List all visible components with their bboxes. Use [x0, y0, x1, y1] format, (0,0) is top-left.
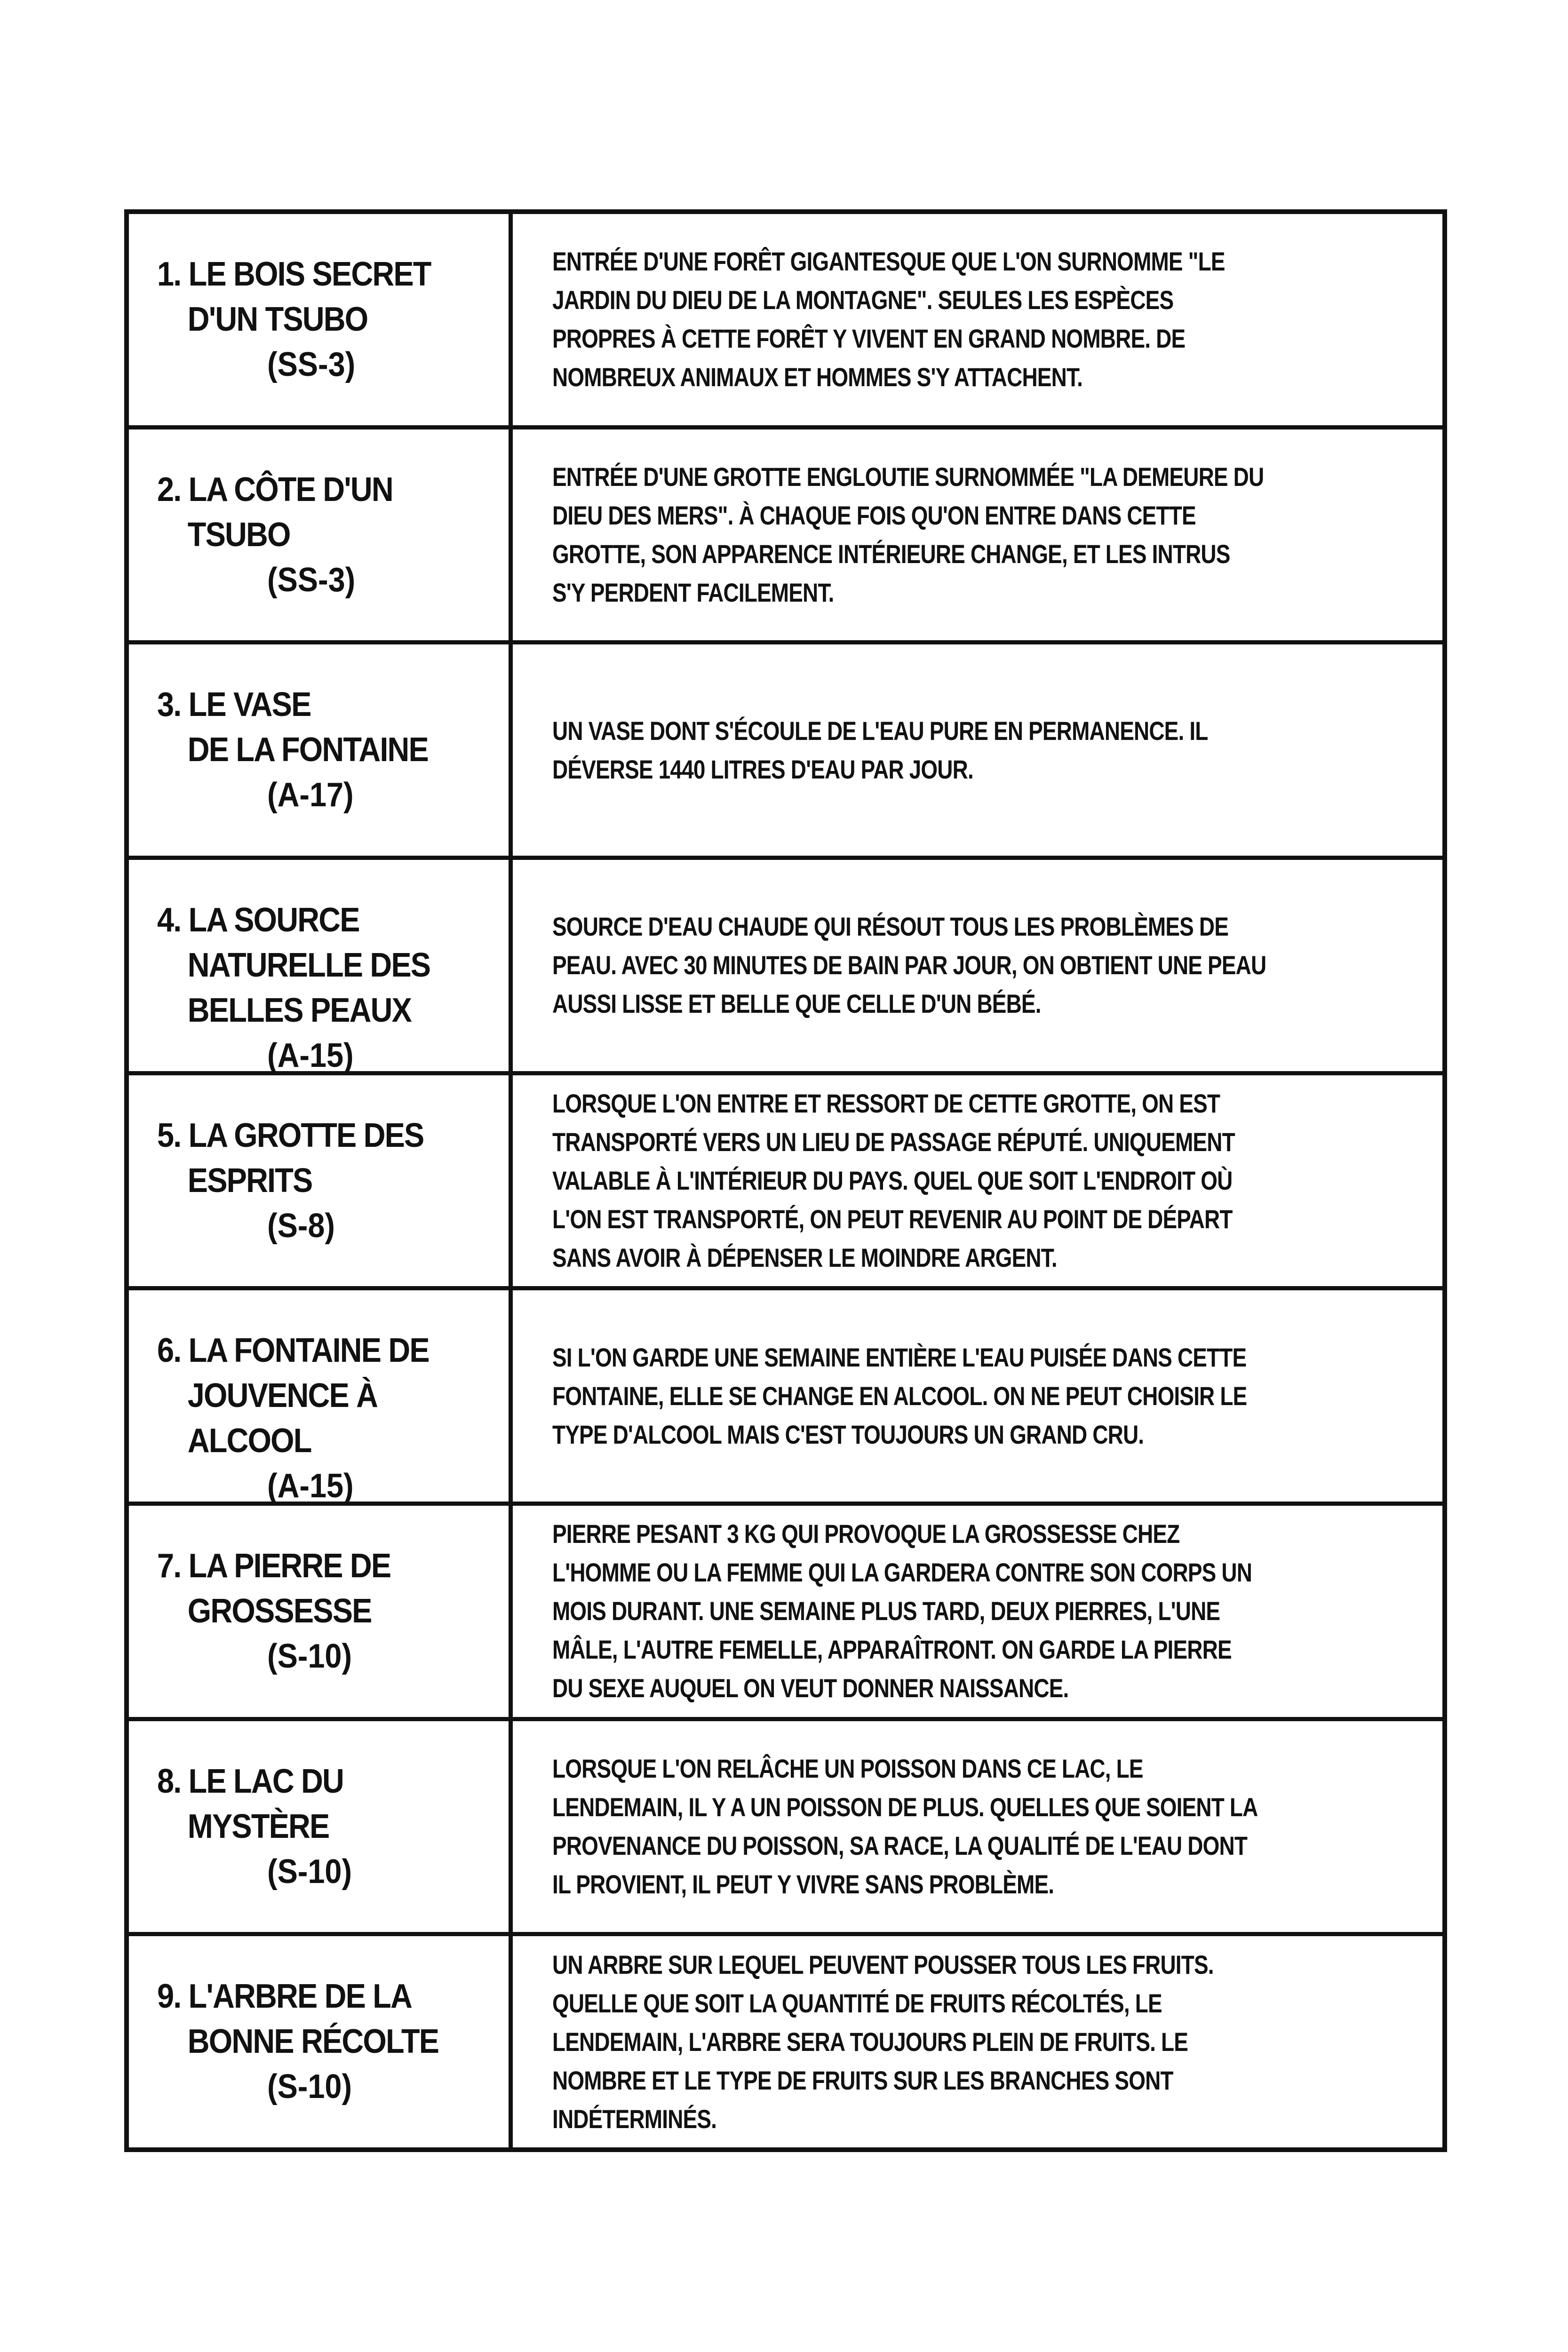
- card-description: LORSQUE L'ON RELÂCHE UN POISSON DANS CE LAC, LE LENDEMAIN, IL Y A UN POISSON DE PLUS. QUELLES QUE SOIENT LA PROVENANCE DU POISSON, SA RACE, LA QUALITÉ DE L'EAU DONT IL PROVIENT, IL PEUT Y VIVRE SANS PROBLÈME.: [552, 1754, 1257, 1899]
- card-description: ENTRÉE D'UNE FORÊT GIGANTESQUE QUE L'ON SURNOMME "LE JARDIN DU DIEU DE LA MONTAGNE". SEULES LES ESPÈCES PROPRES À CETTE FORÊT Y VIVENT EN GRAND NOMBRE. DE NOMBREUX ANIMAUX ET HOMMES S'Y ATTACHENT.: [552, 246, 1225, 392]
- card-rank: (A-17): [267, 776, 354, 814]
- card-title: 6. LA FONTAINE DE JOUVENCE À ALCOOL: [157, 1332, 429, 1460]
- card-title: 4. LA SOURCE NATURELLE DES BELLES PEAUX: [157, 901, 430, 1030]
- card-name-cell: [129, 1290, 513, 1505]
- card-title: 1. LE BOIS SECRET D'UN TSUBO: [157, 255, 431, 338]
- card-name-cell: [129, 429, 513, 641]
- card-description-cell: [513, 1290, 1442, 1502]
- card-rank: (S-10): [267, 1852, 352, 1891]
- card-description: PIERRE PESANT 3 KG QUI PROVOQUE LA GROSSESSE CHEZ L'HOMME OU LA FEMME QUI LA GARDERA CONTRE SON CORPS UN MOIS DURANT. UNE SEMAINE PLUS TARD, DEUX PIERRES, L'UNE MÂLE, L'AUTRE FEMELLE, APPARAÎTRONT. ON GARDE LA PIERRE DU SEXE AUQUEL ON VEUT DONNER NAISSANCE.: [552, 1519, 1252, 1703]
- card-description-cell: [513, 644, 1442, 856]
- table-row: [129, 214, 1442, 429]
- table-row: [129, 1506, 1442, 1721]
- card-rank: (S-10): [267, 2068, 352, 2106]
- card-rank: (S-10): [267, 1637, 352, 1676]
- card-name-cell: [129, 214, 513, 425]
- card-description: SOURCE D'EAU CHAUDE QUI RÉSOUT TOUS LES PROBLÈMES DE PEAU. AVEC 30 MINUTES DE BAIN PAR JOUR, ON OBTIENT UNE PEAU AUSSI LISSE ET BELLE QUE CELLE D'UN BÉBÉ.: [552, 912, 1266, 1019]
- card-title: 2. LA CÔTE D'UN TSUBO: [157, 470, 393, 554]
- card-name-cell: [129, 1936, 513, 2147]
- table-row: [129, 860, 1442, 1075]
- card-description-cell: [513, 860, 1442, 1071]
- table-row: [129, 1721, 1442, 1937]
- card-description: ENTRÉE D'UNE GROTTE ENGLOUTIE SURNOMMÉE "LA DEMEURE DU DIEU DES MERS". À CHAQUE FOIS QU'ON ENTRE DANS CETTE GROTTE, SON APPARENCE INTÉRIEURE CHANGE, ET LES INTRUS S'Y PERDENT FACILEMENT.: [552, 462, 1264, 607]
- card-name-cell: [129, 1075, 513, 1287]
- card-rank: (A-15): [267, 1467, 354, 1505]
- card-description: LORSQUE L'ON ENTRE ET RESSORT DE CETTE GROTTE, ON EST TRANSPORTÉ VERS UN LIEU DE PASSAGE RÉPUTÉ. UNIQUEMENT VALABLE À L'INTÉRIEUR DU PAYS. QUEL QUE SOIT L'ENDROIT OÙ L'ON EST TRANSPORTÉ, ON PEUT REVENIR AU POINT DE DÉPART SANS AVOIR À DÉPENSER LE MOINDRE ARGENT.: [552, 1089, 1235, 1273]
- card-name-cell: [129, 644, 513, 856]
- card-title: 7. LA PIERRE DE GROSSESSE: [157, 1547, 391, 1630]
- table-row: [129, 1936, 1442, 2147]
- card-rank: (S-8): [267, 1207, 335, 1245]
- card-description: UN ARBRE SUR LEQUEL PEUVENT POUSSER TOUS LES FRUITS. QUELLE QUE SOIT LA QUANTITÉ DE FRUITS RÉCOLTÉS, LE LENDEMAIN, L'ARBRE SERA TOUJOURS PLEIN DE FRUITS. LE NOMBRE ET LE TYPE DE FRUITS SUR LES BRANCHES SONT INDÉTERMINÉS.: [552, 1949, 1214, 2134]
- card-rank: (A-15): [267, 1037, 354, 1075]
- table-row: [129, 644, 1442, 860]
- card-name-cell: [129, 1506, 513, 1717]
- card-description: UN VASE DONT S'ÉCOULE DE L'EAU PURE EN PERMANENCE. IL DÉVERSE 1440 LITRES D'EAU PAR JOUR.: [552, 715, 1208, 784]
- card-description-cell: [513, 1936, 1442, 2147]
- card-table: [124, 209, 1447, 2152]
- card-description-cell: [513, 1506, 1442, 1717]
- card-title: 5. LA GROTTE DES ESPRITS: [157, 1116, 424, 1200]
- card-name-cell: [129, 860, 513, 1075]
- card-description-cell: [513, 429, 1442, 641]
- card-description-cell: [513, 1721, 1442, 1932]
- table-row: [129, 1075, 1442, 1291]
- table-row: [129, 429, 1442, 645]
- card-description-cell: [513, 1075, 1442, 1287]
- card-description-cell: [513, 214, 1442, 425]
- card-name-cell: [129, 1721, 513, 1932]
- card-title: 3. LE VASE DE LA FONTAINE: [157, 686, 428, 769]
- card-title: 8. LE LAC DU MYSTÈRE: [157, 1762, 344, 1845]
- card-rank: (SS-3): [267, 561, 356, 599]
- card-title: 9. L'ARBRE DE LA BONNE RÉCOLTE: [157, 1978, 439, 2061]
- table-row: [129, 1290, 1442, 1506]
- card-description: SI L'ON GARDE UNE SEMAINE ENTIÈRE L'EAU PUISÉE DANS CETTE FONTAINE, ELLE SE CHANGE EN ALCOOL. ON NE PEUT CHOISIR LE TYPE D'ALCOOL MAIS C'EST TOUJOURS UN GRAND CRU.: [552, 1342, 1247, 1449]
- card-rank: (SS-3): [267, 346, 356, 383]
